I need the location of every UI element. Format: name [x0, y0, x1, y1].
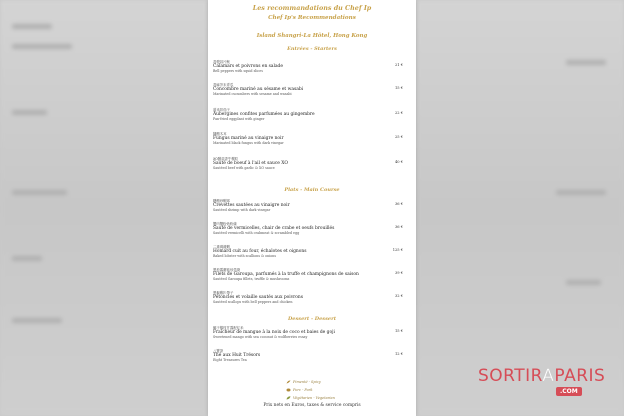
dish-chinese-name: 黑椒雞扒帶子 [213, 291, 234, 295]
dish-item [213, 199, 411, 212]
dish-french-name: Aubergines confites parfumées au gingembre [213, 112, 315, 117]
dish-french-name: Fungus mariné au vinaigre noir [213, 136, 284, 141]
dish-item [213, 245, 411, 258]
dish-item [213, 83, 411, 96]
dish-french-name: Calamars et poivrons en salade [213, 64, 283, 69]
dish-chinese-name: 薑米拌茄子 [213, 108, 230, 112]
dish-english-name: Sautéed scallops with bell peppers and chicken [213, 300, 293, 304]
dish-english-name: Sweetened mango with sea coconut & wolfberries essay [213, 335, 308, 339]
dish-item [213, 326, 411, 339]
menu-subtitle: Chef Ip's Recommendations [268, 15, 356, 21]
dish-chinese-name: 糖醋炒蝦球 [213, 199, 230, 203]
legend-item-spicy [293, 380, 321, 384]
dish-price: 25 € [394, 135, 403, 139]
blurred-background-right [416, 0, 624, 416]
dish-price: 40 € [394, 160, 403, 164]
dish-item [213, 157, 411, 170]
dish-chinese-name: 香橙蒜片鱿 [213, 60, 230, 64]
dish-english-name: Sautéed beef with garlic & XO sauce [213, 166, 275, 170]
section-title-starters: Entrées - Starters [287, 46, 337, 52]
dish-french-name: Sauté de boeuf à l'ail et sauce XO [213, 161, 288, 166]
dish-price: 15 € [394, 86, 403, 90]
menu-title: Les recommandations du Chef Ip [252, 4, 372, 12]
watermark-logo-text: SORTIRAPARIS [478, 366, 606, 386]
dish-french-name: Homard cuit au four, échalotes et oignons [213, 249, 307, 254]
dish-english-name: Sautéed vermicelli with crabmeat & scrambled egg [213, 231, 300, 235]
dish-price: 21 € [394, 63, 403, 67]
dish-price: 12 € [394, 352, 403, 356]
dish-english-name: Marinated cucumbers with sesame and wasabi [213, 92, 292, 96]
dish-english-name: Baked lobster with scallions & onions [213, 254, 277, 258]
price-note: Prix nets en Euros, taxes & service compris [263, 403, 361, 408]
legend-item-pork [293, 388, 312, 392]
dish-french-name: Filets de Garoupa, parfumés à la truffe et champignons de saison [213, 272, 359, 277]
dish-item [213, 222, 411, 235]
dish-english-name: Pan-fried eggplant with ginger [213, 117, 265, 121]
dish-chinese-name: 椰子楊枝甘露配紅米 [213, 326, 244, 330]
legend-label: Porc - Pork [293, 388, 313, 392]
sortiraparis-watermark [470, 360, 612, 406]
legend-item-vegetarian [293, 396, 335, 400]
legend-label: Pimenté - Spicy [293, 380, 321, 384]
section-title-dessert: Dessert - Dessert [287, 316, 337, 322]
dish-french-name: Crevettes sautées au vinaigre noir [213, 203, 290, 208]
dish-english-name: Bell peppers with squid slices [213, 69, 263, 73]
dish-chinese-name: XO醬蒜香牛柳粒 [213, 157, 239, 161]
dish-price: 125 € [392, 248, 403, 252]
dish-price: 32 € [394, 294, 403, 298]
dish-chinese-name: 香麻芥末青瓜 [213, 83, 234, 87]
dish-english-name: Sautéed shrimp with dark vinegar [213, 208, 271, 212]
dish-price: 36 € [394, 202, 403, 206]
dish-item [213, 132, 411, 145]
dish-french-name: Concombre mariné au sésame et wasabi [213, 87, 304, 92]
dish-item [213, 268, 411, 281]
dish-item [213, 349, 411, 362]
dish-english-name: Marinated black fungus with dark vinegar [213, 141, 284, 145]
dish-chinese-name: 黑松露蘑菇炒蒸斑 [213, 268, 241, 272]
leaf-icon [286, 396, 291, 400]
dish-english-name: Eight Treasures Tea [213, 358, 247, 362]
menu-page [208, 0, 416, 416]
menu-location: Island Shangri-La Hôtel, Hong Kong [256, 33, 368, 39]
dish-french-name: Pétoncles et volaille sautés aux poivrons [213, 295, 304, 300]
dish-french-name: Thé aux Huit Trésors [213, 353, 261, 358]
dish-price: 36 € [394, 225, 403, 229]
dish-french-name: Fraîcheur de mangue à la noix de coco et baies de goji [213, 330, 335, 335]
dish-price: 39 € [394, 271, 403, 275]
dish-item [213, 291, 411, 304]
dish-english-name: Sautéed Garoupa fillets, truffle & mushrooms [213, 277, 290, 281]
dish-item [213, 60, 411, 73]
chili-icon [286, 380, 291, 384]
watermark-com-badge: .COM [556, 387, 582, 396]
dish-french-name: Sauté de vermicelles, chair de crabe et oeufs brouillés [213, 226, 335, 231]
dish-item [213, 108, 411, 121]
pork-icon [286, 388, 291, 392]
dish-chinese-name: 二重焗龍蝦 [213, 245, 230, 249]
blurred-background-left [0, 0, 208, 416]
section-title-main-course: Plats - Main Course [284, 187, 340, 193]
dish-chinese-name: 陳醋木耳 [213, 132, 227, 136]
legend-label: Végétarien - Vegetarian [293, 396, 335, 400]
dish-price: 15 € [394, 329, 403, 333]
dish-chinese-name: 八寶茶 [213, 349, 224, 353]
dish-price: 22 € [394, 111, 403, 115]
dish-chinese-name: 蟹肉蟹粉炒粉絲 [213, 222, 237, 226]
